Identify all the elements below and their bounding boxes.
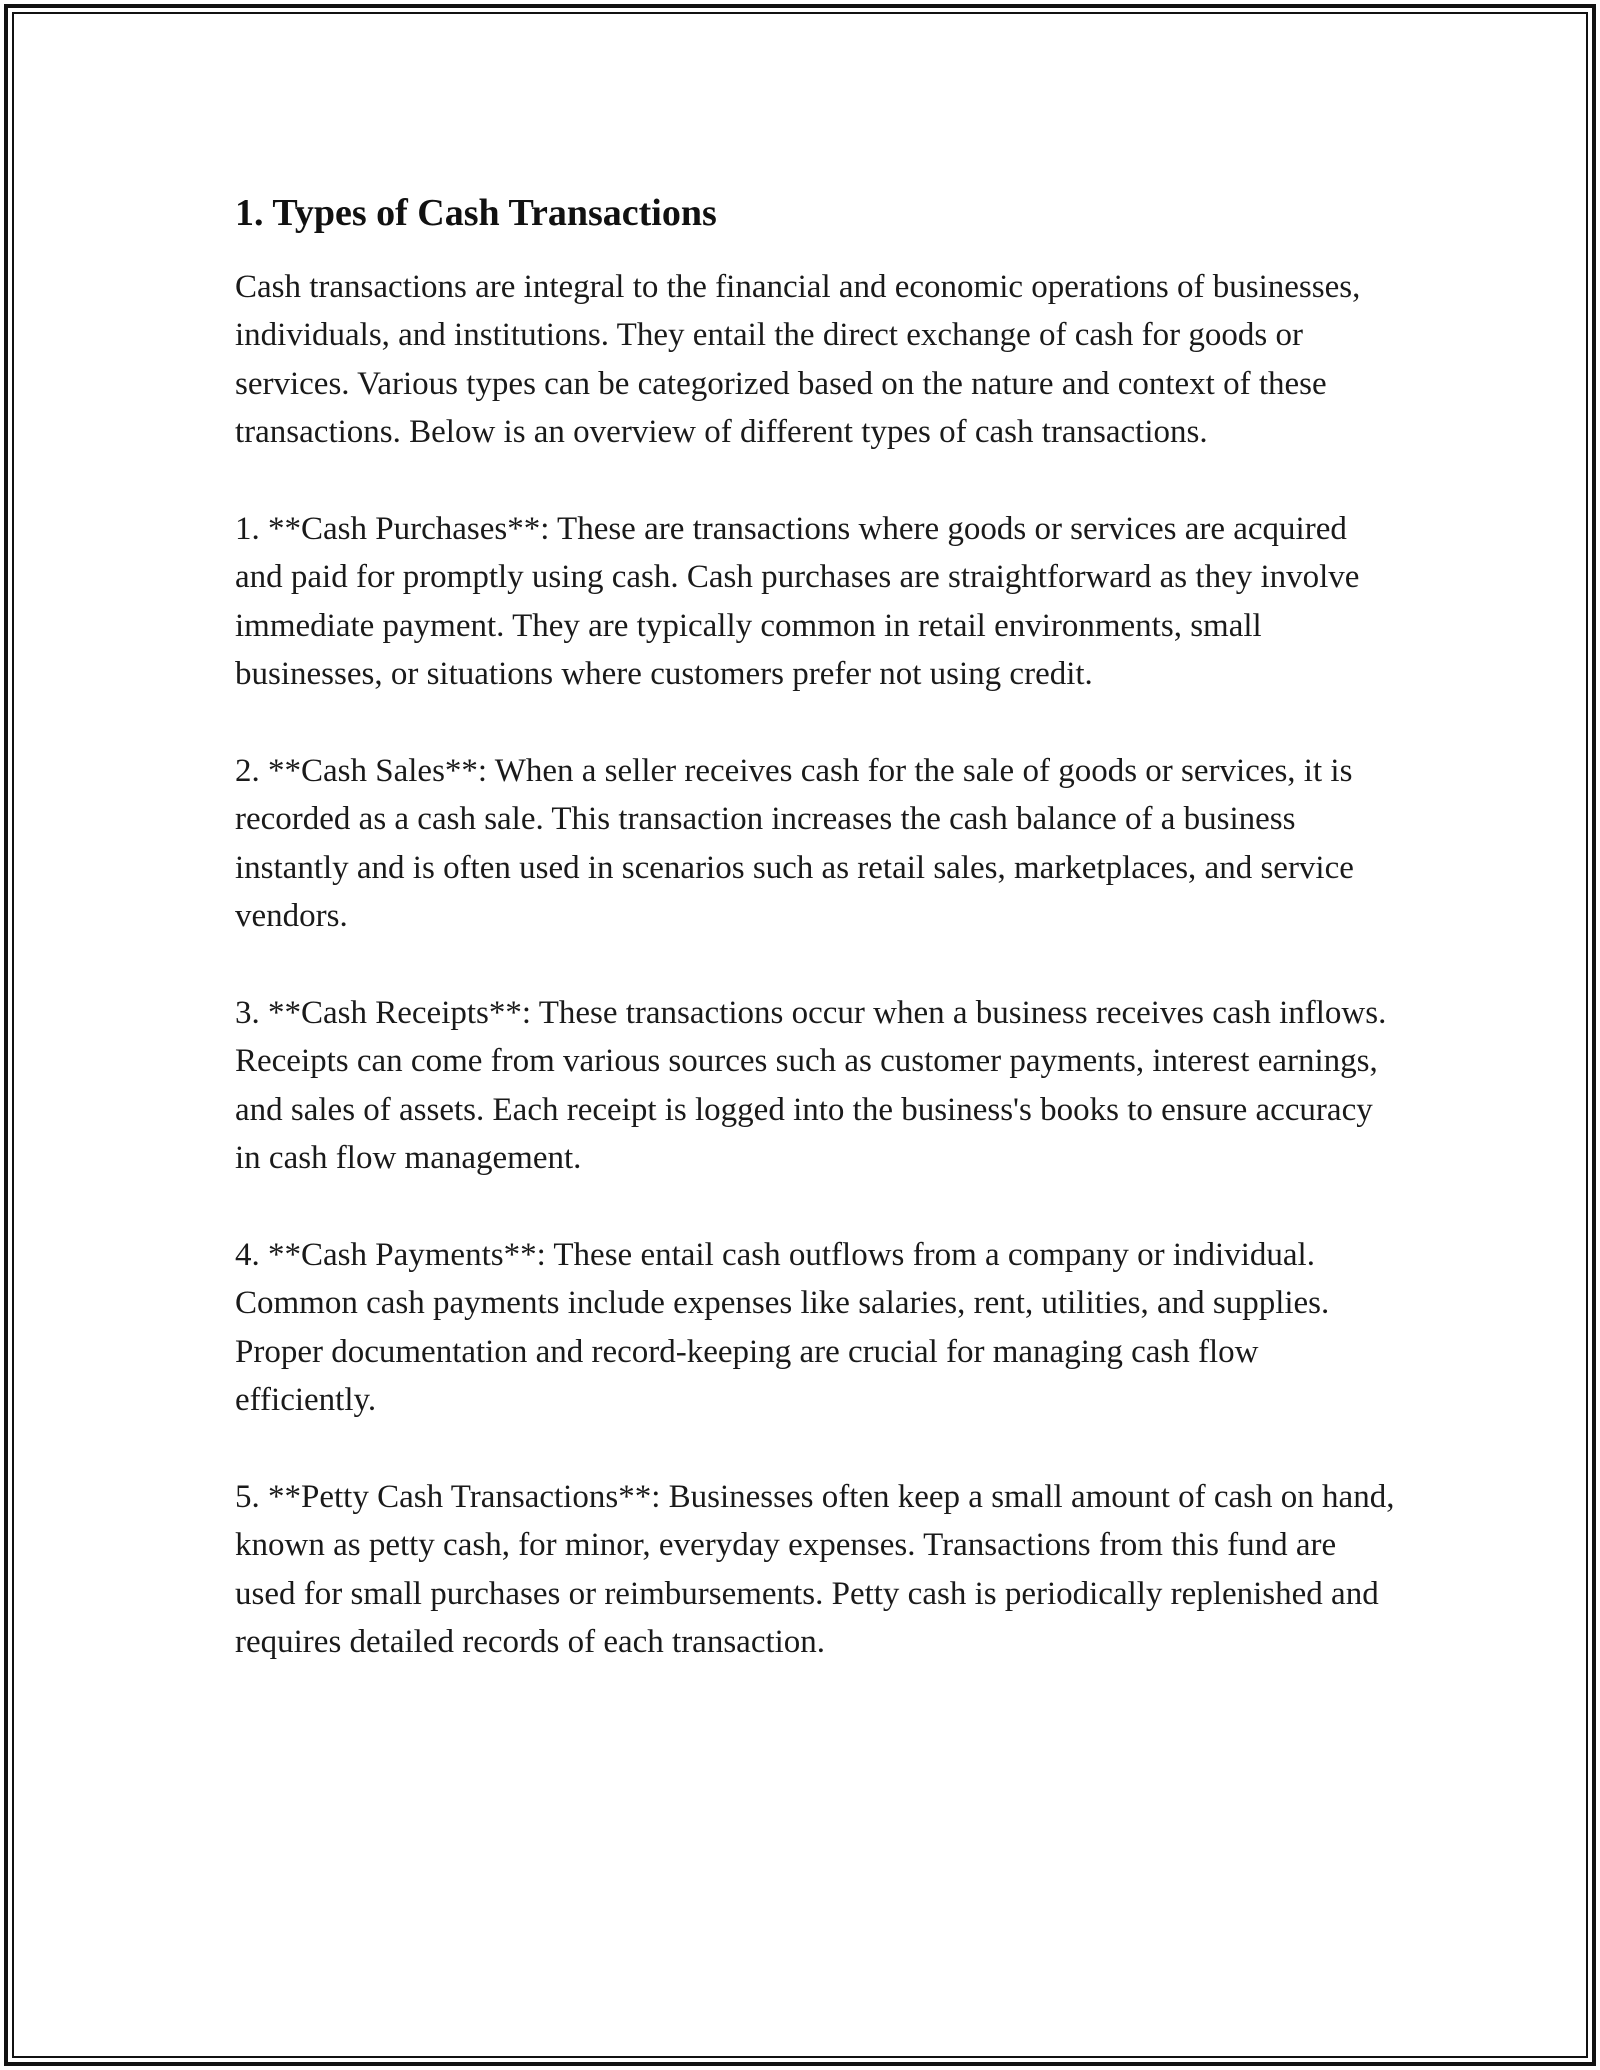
paragraph-cash-receipts: 3. **Cash Receipts**: These transactions occur when a business receives cash inflows. Receipts can come from various sources such as customer payments, interest earnings, and sales of assets. Each receipt is logged into the business's books to ensure accuracy in cash flow management. [235,995,1387,1177]
paragraph-cash-payments: 4. **Cash Payments**: These entail cash outflows from a company or individual. Common cash payments include expenses like salaries, rent, utilities, and supplies. Proper documentation and record-keeping are crucial for managing cash flow efficiently. [235,1237,1330,1419]
paragraph-cash-sales: 2. **Cash Sales**: When a seller receives cash for the sale of goods or services, it is recorded as a cash sale. This transaction increases the cash balance of a business instantly and is often used in scenarios such as retail sales, marketplaces, and service vendors. [235,753,1354,935]
document-body [235,185,1395,1715]
paragraph-cash-purchases: 1. **Cash Purchases**: These are transactions where goods or services are acquired and paid for promptly using cash. Cash purchases are straightforward as they involve immediate payment. They are typically common in retail environments, small businesses, or situations where customers prefer not using credit. [235,511,1360,693]
intro-paragraph: Cash transactions are integral to the financial and economic operations of businesses, individuals, and institutions. They entail the direct exchange of cash for goods or services. Various types can be categorized based on the nature and context of these transactions. Below is an overview of different types of cash transactions. [235,269,1361,451]
paragraph-petty-cash: 5. **Petty Cash Transactions**: Businesses often keep a small amount of cash on hand, known as petty cash, for minor, everyday expenses. Transactions from this fund are used for small purchases or reimbursements. Petty cash is periodically replenished and requires detailed records of each transaction. [235,1479,1395,1661]
section-heading: 1. Types of Cash Transactions [235,192,717,234]
